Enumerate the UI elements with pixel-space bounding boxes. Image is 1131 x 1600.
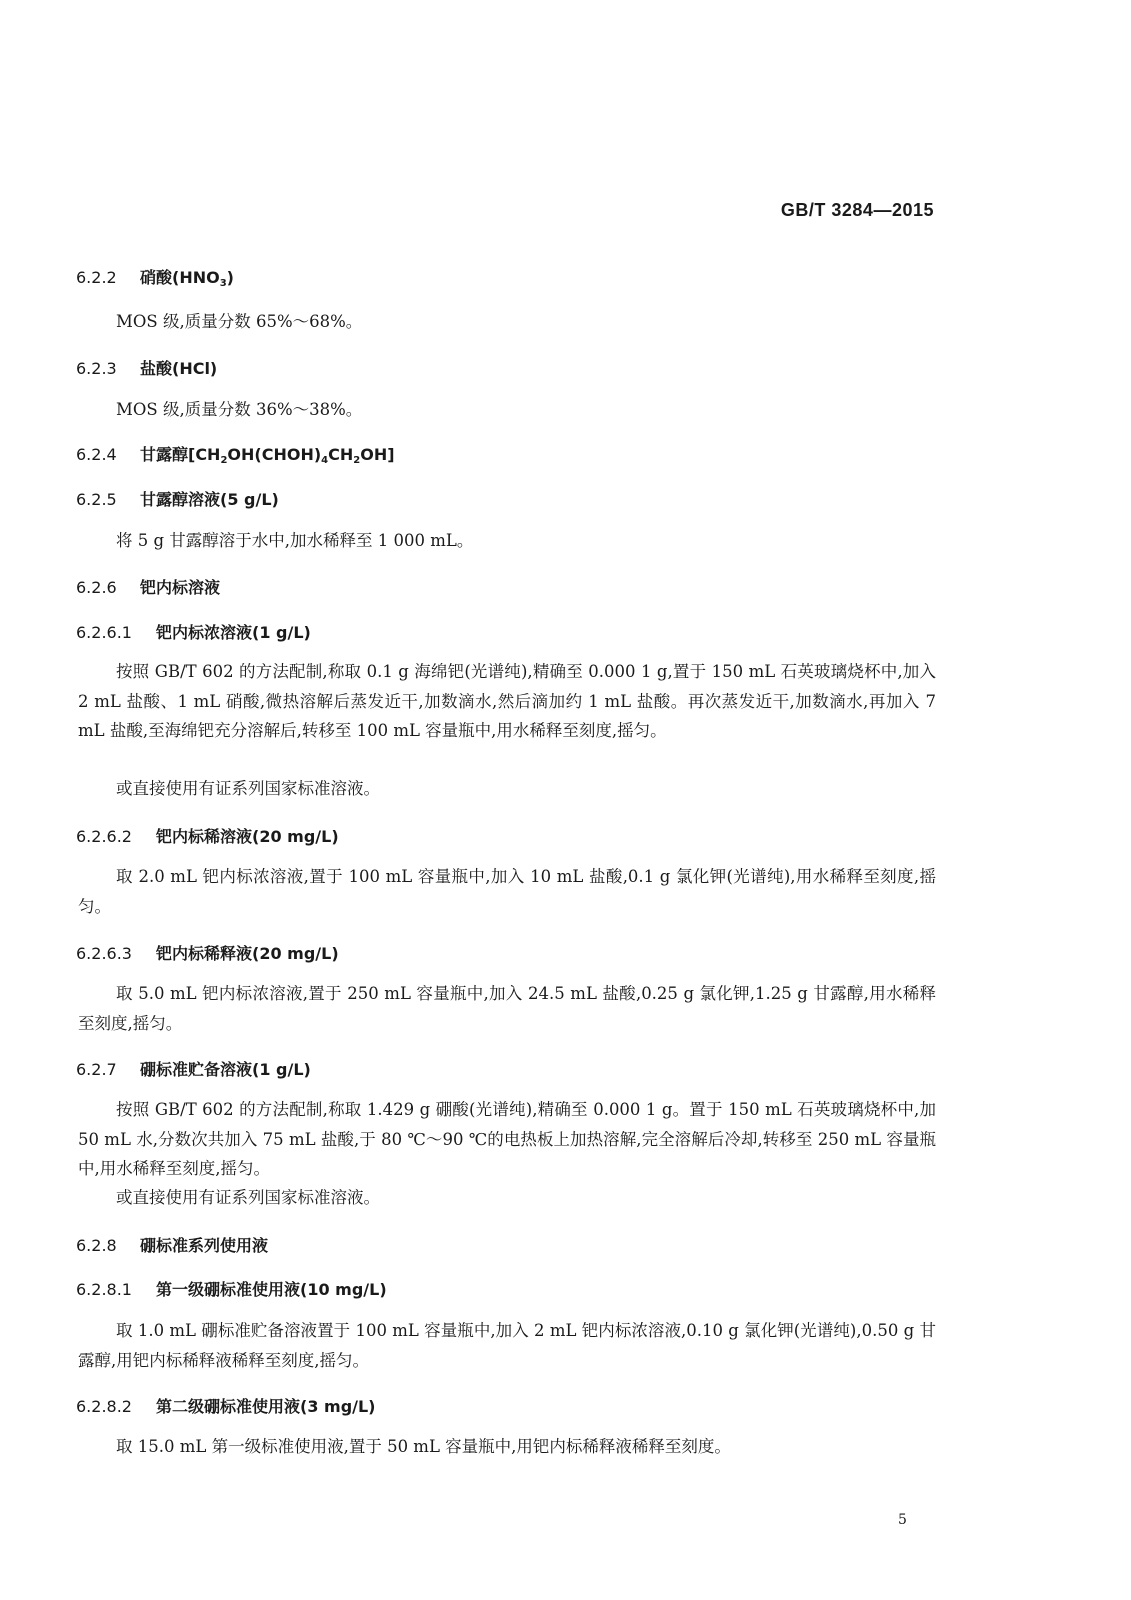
section-title: 甘露醇溶液(5 g/L) [140,490,279,509]
paragraph: 将 5 g 甘露醇溶于水中,加水稀释至 1 000 mL。 [116,531,474,550]
section-number: 6.2.5 [76,490,117,509]
paragraph: 取 1.0 mL 硼标准贮备溶液置于 100 mL 容量瓶中,加入 2 mL 钯内标浓溶液,0.10 g 氯化钾(光谱纯),0.50 g 甘露醇,用钯内标稀释液稀释至刻度,摇匀。 [78,1321,936,1370]
paragraph: 或直接使用有证系列国家标准溶液。 [116,779,380,798]
section-heading [76,442,395,466]
section-title: 第一级硼标准使用液(10 mg/L) [156,1280,387,1299]
paragraph: 取 5.0 mL 钯内标浓溶液,置于 250 mL 容量瓶中,加入 24.5 mL 盐酸,0.25 g 氯化钾,1.25 g 甘露醇,用水稀释至刻度,摇匀。 [78,984,936,1033]
section-title: 硼标准系列使用液 [140,1236,269,1255]
section-heading [76,941,339,964]
section-number: 6.2.8.2 [76,1397,132,1416]
section-number: 6.2.8 [76,1236,117,1255]
page-number: 5 [898,1512,907,1528]
section-heading [76,1057,311,1080]
section-title: 钯内标稀释液(20 mg/L) [156,944,339,963]
section-title: 钯内标稀溶液(20 mg/L) [156,827,339,846]
section-heading [76,356,217,379]
section-title: 盐酸(HCl) [140,359,218,378]
section-title: 钯内标浓溶液(1 g/L) [156,623,311,642]
section-number: 6.2.6.3 [76,944,132,963]
section-number: 6.2.6.1 [76,623,132,642]
section-title: 甘露醇$[CH_2OH(CHOH)_4CH_2OH]$ [140,445,395,466]
section-title: 硼标准贮备溶液(1 g/L) [140,1060,311,1079]
section-number: 6.2.2 [76,268,117,287]
paragraph: 取 2.0 mL 钯内标浓溶液,置于 100 mL 容量瓶中,加入 10 mL 盐酸,0.1 g 氯化钾(光谱纯),用水稀释至刻度,摇匀。 [78,867,936,916]
section-number: 6.2.6.2 [76,827,132,846]
section-heading [76,1394,376,1417]
paragraph: 按照 GB/T 602 的方法配制,称取 0.1 g 海绵钯(光谱纯),精确至 0.000 1 g,置于 150 mL 石英玻璃烧杯中,加入 2 mL 盐酸、1 mL 硝酸,微热溶解后蒸发近干,加数滴水,然后滴加约 1 mL 盐酸。再次蒸发近干,加数滴水,再加入 7 mL 盐酸,至海绵钯充分溶解后,转移至 100 mL 容量瓶中,用水稀释至刻度,摇匀。 [78,662,936,740]
section-number: 6.2.8.1 [76,1280,132,1299]
section-heading [76,620,311,643]
section-heading [76,265,234,289]
section-title: 硝酸$(HNO_3)$ [140,268,234,289]
section-heading [76,824,339,847]
paragraph: 取 15.0 mL 第一级标准使用液,置于 50 mL 容量瓶中,用钯内标稀释液稀释至刻度。 [116,1437,731,1456]
section-number: 6.2.6 [76,578,117,597]
section-heading [76,487,279,510]
section-number: 6.2.4 [76,445,117,464]
section-heading [76,575,220,598]
paragraph: MOS 级,质量分数 65%～68%。 [116,312,363,331]
section-title: 第二级硼标准使用液(3 mg/L) [156,1397,376,1416]
section-heading [76,1277,387,1300]
section-number: 6.2.3 [76,359,117,378]
section-number: 6.2.7 [76,1060,117,1079]
standard-number: GB/T 3284—2015 [780,200,934,220]
paragraph: 按照 GB/T 602 的方法配制,称取 1.429 g 硼酸(光谱纯),精确至 0.000 1 g。置于 150 mL 石英玻璃烧杯中,加 50 mL 水,分数次共加入 75 mL 盐酸,于 80 ℃～90 ℃的电热板上加热溶解,完全溶解后冷却,转移至 250 mL 容量瓶中,用水稀释至刻度,摇匀。 [78,1100,936,1178]
paragraph: MOS 级,质量分数 36%～38%。 [116,400,363,419]
paragraph: 或直接使用有证系列国家标准溶液。 [116,1188,380,1207]
section-title: 钯内标溶液 [140,578,221,597]
section-heading [76,1233,268,1256]
